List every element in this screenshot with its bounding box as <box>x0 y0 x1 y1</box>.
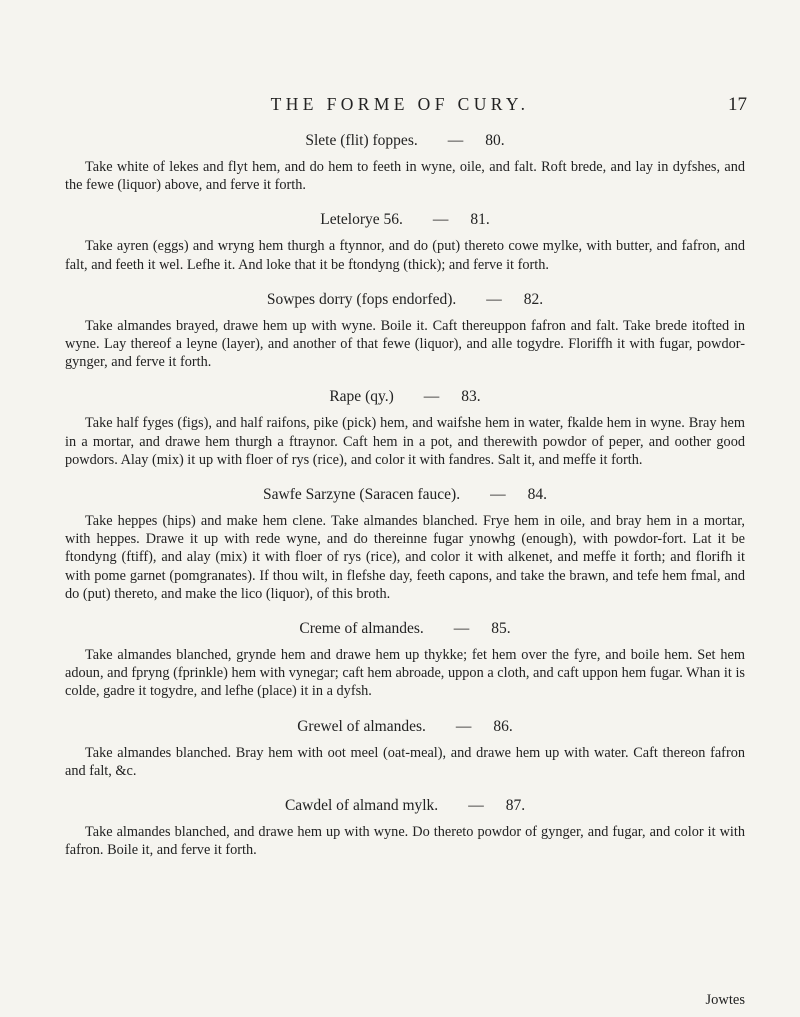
recipe-number: 84. <box>527 486 547 504</box>
recipe-text: Take heppes (hips) and make hem clene. Take almandes blanched. Frye hem in oile, and bray hem in a mortar, with heppes. Drawe it up with rede wyne, and do thereinne fugar ynowhg (enough), with powdor-fort. Lat it be ftondyng (ftiff), and alay (mix) it with floer of rys (rice), and color it with alkenet, and meffe it forth; and florifh it with pome garnet (pomgranates). If thou wilt, in flefshe day, feeth capons, and take the brawn, and tefe hem fmal, and do (put) thereto, and make the lico (liquor), of this broth. <box>65 513 745 602</box>
recipe-title: Rape (qy.) <box>329 388 394 406</box>
recipe-text: Take almandes blanched, grynde hem and drawe hem up thykke; fet hem over the fyre, and boile hem. Set hem adoun, and fpryng (fprinkle) hem with vynegar; caft hem abroade, uppon a cloth, and caft uppon hem fugar. Whan it is colde, gadre it togydre, and lefhe (place) it in a dyfsh. <box>65 647 745 700</box>
recipe-title: Letelorye 56. <box>320 211 403 229</box>
recipe-title: Sawfe Sarzyne (Saracen fauce). <box>263 486 461 504</box>
recipe-text: Take almandes blanched, and drawe hem up with wyne. Do thereto powdor of gynger, and fugar, and color it with fafron. Boile it, and ferve it forth. <box>65 824 745 859</box>
recipe-number: 83. <box>461 388 481 406</box>
recipe-number: 86. <box>493 717 513 735</box>
recipe-title: Sowpes dorry (fops endorfed). <box>266 290 457 308</box>
recipe-85 <box>65 620 745 701</box>
recipe-number: 81. <box>470 211 490 229</box>
recipe-80 <box>65 132 745 194</box>
recipe-title-row: Creme of almandes. — 85. <box>299 620 511 638</box>
recipe-84 <box>65 486 745 603</box>
recipe-title: Grewel of almandes. <box>297 717 426 735</box>
recipe-86 <box>65 718 745 780</box>
recipe-87 <box>65 797 745 859</box>
recipe-title-row: Slete (flit) foppes. — 80. <box>305 132 505 149</box>
recipe-title-row: Cawdel of almand mylk. — 87. <box>284 797 526 815</box>
recipe-number: 82. <box>523 290 544 308</box>
catchword: Jowtes <box>705 992 745 1008</box>
recipe-title-row: Sawfe Sarzyne (Saracen fauce). — 84. <box>263 486 547 504</box>
recipe-title: Cawdel of almand mylk. <box>284 797 439 815</box>
page-header <box>0 94 800 118</box>
recipe-text: Take almandes blanched. Bray hem with oot meel (oat-meal), and drawe hem up with water. Caft thereon fafron and falt, &c. <box>65 744 745 779</box>
recipe-82 <box>65 291 745 372</box>
recipe-list <box>65 132 745 876</box>
running-head: THE FORME OF CURY. <box>270 94 530 114</box>
recipe-text: Take half fyges (figs), and half raifons, pike (pick) hem, and waifshe hem in water, fkalde hem in wyne. Bray hem in a mortar, and drawe hem thurgh a ftraynor. Caft hem in a pot, and therewith powdor of peper, and oother good powdors. Alay (mix) it up with floer of rys (rice), and color it with fandres. Salt it, and meffe it forth. <box>65 415 745 468</box>
recipe-text: Take ayren (eggs) and wryng hem thurgh a ftynnor, and do (put) thereto cowe mylke, with butter, and fafron, and falt, and feeth it wel. Lefhe it. And loke that it be ftondyng (thick); and ferve it forth. <box>65 238 745 273</box>
recipe-title-row: Letelorye 56. — 81. <box>320 211 490 229</box>
page-number: 17 <box>728 94 747 115</box>
recipe-83 <box>65 388 745 469</box>
recipe-number: 80. <box>485 132 505 149</box>
recipe-title: Slete (flit) foppes. <box>305 132 418 149</box>
recipe-number: 85. <box>491 620 511 638</box>
recipe-title-row: Grewel of almandes. — 86. <box>297 717 513 735</box>
recipe-number: 87. <box>505 797 526 815</box>
recipe-title-row: Rape (qy.) — 83. <box>329 388 481 406</box>
recipe-81 <box>65 211 745 273</box>
recipe-text: Take white of lekes and flyt hem, and do hem to feeth in wyne, oile, and falt. Roft brede, and lay in dyfshes, and the fewe (liquor) above, and ferve it forth. <box>65 159 745 194</box>
recipe-title: Creme of almandes. <box>299 620 424 638</box>
recipe-text: Take almandes brayed, drawe hem up with wyne. Boile it. Caft thereuppon fafron and falt. Take brede itofted in wyne. Lay thereof a leyne (layer), and another of that fewe (liquor), and alle togydre. Floriffh it with fugar, powdor-gynger, and ferve it forth. <box>65 317 745 371</box>
recipe-title-row: Sowpes dorry (fops endorfed). — 82. <box>266 290 544 308</box>
